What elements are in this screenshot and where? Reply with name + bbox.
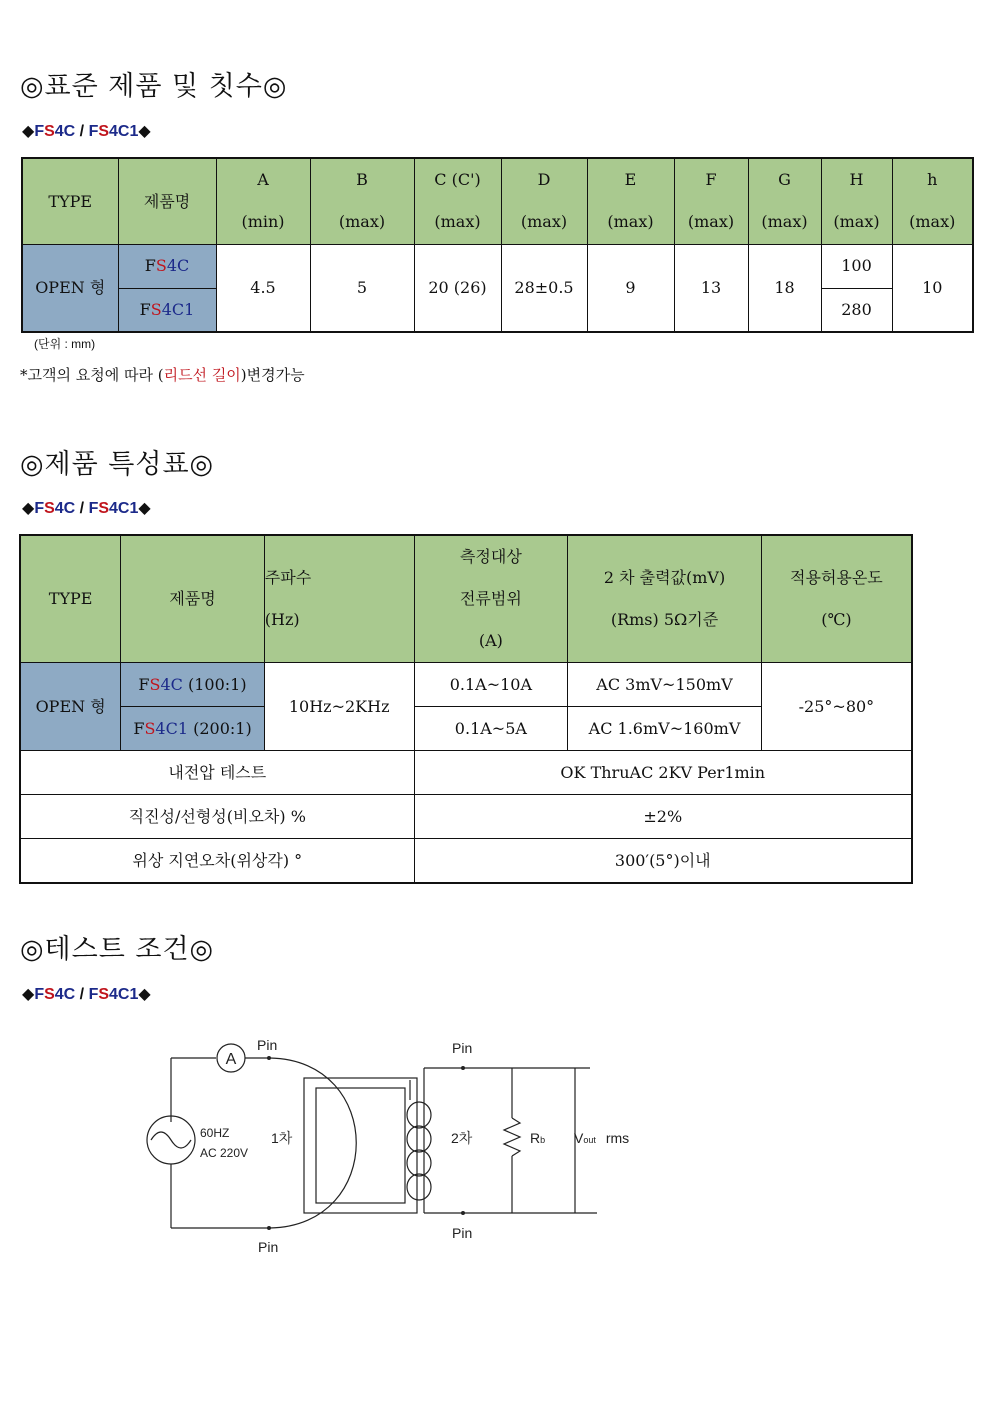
- coil-loop-2: [407, 1126, 431, 1152]
- value-c: 20 (26): [414, 244, 501, 332]
- pin-label-bottom-left: Pin: [258, 1239, 279, 1255]
- output-value-2: AC 1.6mV~160mV: [568, 707, 762, 751]
- value-b: 5: [310, 244, 414, 332]
- frequency-header: 주파수 (Hz): [264, 535, 414, 663]
- linearity-label: 직진성/선형성(비오차) %: [20, 795, 414, 839]
- frequency-value: 10Hz~2KHz: [264, 663, 414, 751]
- secondary-label: 2차: [451, 1130, 473, 1146]
- pin-label-top-right: Pin: [452, 1040, 473, 1056]
- col-header-a: A (min): [216, 158, 310, 244]
- core-outer: [304, 1078, 417, 1213]
- voltage-label: AC 220V: [200, 1146, 249, 1160]
- withstand-voltage-value: OK ThruAC 2KV Per1min: [414, 751, 912, 795]
- section2-model-line: ◆FS4C / FS4C1◆: [22, 500, 151, 517]
- type-header-2: TYPE: [20, 535, 121, 663]
- current-range-header: 측정대상 전류범위 (A): [414, 535, 568, 663]
- col-header-h: H (max): [821, 158, 892, 244]
- resistor-label: Rb: [530, 1130, 546, 1146]
- col-header-d: D (max): [501, 158, 587, 244]
- coil-loop-1: [407, 1102, 431, 1128]
- phase-error-value: 300′(5°)이내: [414, 839, 912, 883]
- phase-error-label: 위상 지연오차(위상각) °: [20, 839, 414, 883]
- value-g: 18: [748, 244, 821, 332]
- resistor-icon: [504, 1118, 520, 1156]
- coil-loop-4: [407, 1174, 431, 1200]
- col-header-c: C (C') (max): [414, 158, 501, 244]
- value-d: 28±0.5: [501, 244, 587, 332]
- col-header-b: B (max): [310, 158, 414, 244]
- primary-label: 1차: [271, 1130, 293, 1146]
- col-header-e: E (max): [587, 158, 674, 244]
- col-header-g: G (max): [748, 158, 821, 244]
- temperature-value: -25°~80°: [761, 663, 912, 751]
- value-h-small: 10: [892, 244, 973, 332]
- product-fs4c: FS4C: [118, 244, 216, 288]
- section3-title: ◎테스트 조건◎: [20, 934, 215, 965]
- value-e: 9: [587, 244, 674, 332]
- product-fs4c1-200: FS4C1 (200:1): [121, 707, 265, 751]
- section1-title: ◎표준 제품 및 칫수◎: [20, 71, 288, 102]
- type-open-2: OPEN 형: [20, 663, 121, 751]
- section3-model-line: ◆FS4C / FS4C1◆: [22, 986, 151, 1003]
- col-header-f: F (max): [674, 158, 748, 244]
- vout-label: Vout rms: [574, 1130, 630, 1146]
- product-fs4c-100: FS4C (100:1): [121, 663, 265, 707]
- ammeter-label: A: [225, 1051, 237, 1068]
- value-f: 13: [674, 244, 748, 332]
- product-name-header-2: 제품명: [121, 535, 265, 663]
- value-h-280: 280: [821, 288, 892, 332]
- output-value-1: AC 3mV~150mV: [568, 663, 762, 707]
- pin-label-bottom-right: Pin: [452, 1225, 473, 1241]
- type-header: TYPE: [22, 158, 118, 244]
- product-name-header: 제품명: [118, 158, 216, 244]
- section1-model-line: ◆FS4C / FS4C1◆: [22, 123, 151, 140]
- col-header-h-small: h (max): [892, 158, 973, 244]
- value-h-100: 100: [821, 244, 892, 288]
- sine-icon: [151, 1132, 191, 1148]
- unit-note: (단위 : mm): [34, 337, 96, 351]
- output-header: 2 차 출력값(mV) (Rms) 5Ω기준: [568, 535, 762, 663]
- current-range-2: 0.1A~5A: [414, 707, 568, 751]
- coil-loop-3: [407, 1150, 431, 1176]
- linearity-value: ±2%: [414, 795, 912, 839]
- current-range-1: 0.1A~10A: [414, 663, 568, 707]
- value-a: 4.5: [216, 244, 310, 332]
- pin-dot-top-right: [461, 1066, 465, 1070]
- temperature-header: 적용허용온도 (℃): [761, 535, 912, 663]
- core-inner: [316, 1088, 405, 1203]
- type-open: OPEN 형: [22, 244, 118, 332]
- withstand-voltage-label: 내전압 테스트: [20, 751, 414, 795]
- pin-label-top-left: Pin: [257, 1037, 278, 1053]
- pin-dot-top-left: [267, 1056, 271, 1060]
- frequency-label: 60HZ: [200, 1126, 230, 1140]
- custom-note: *고객의 요청에 따라 (리드선 길이)변경가능: [20, 366, 305, 384]
- section2-title: ◎제품 특성표◎: [20, 449, 215, 480]
- product-fs4c1: FS4C1: [118, 288, 216, 332]
- pin-dot-bottom-right: [461, 1211, 465, 1215]
- pin-dot-bottom-left: [267, 1226, 271, 1230]
